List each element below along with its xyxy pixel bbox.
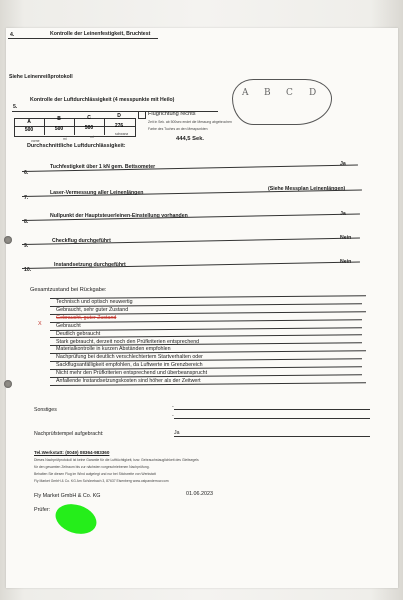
section-8-result: Ja <box>340 211 346 217</box>
canopy-outline-diagram <box>232 79 332 125</box>
section-10-title: Instandsetzung durchgeführt <box>54 262 126 268</box>
section-7-title: Laser-Vermessung aller Leinenlängen <box>50 190 144 196</box>
table-footnote: mi <box>63 137 67 141</box>
section-6-result: Ja <box>340 161 346 167</box>
inspector-stamp-value: Ja <box>174 430 180 436</box>
section-10-result: Nein <box>340 259 352 265</box>
protocol-heading: Siehe Leinenreißprotokoll <box>9 74 73 80</box>
diagram-label-a: A <box>242 88 249 98</box>
table-value-d: 276 <box>114 123 124 129</box>
table-header-a: A <box>27 119 31 125</box>
table-footnote: vorne <box>31 139 40 143</box>
condition-option: Materialkontrolle in kurzen Abständen empfohlen <box>56 346 171 353</box>
punch-hole <box>4 236 12 244</box>
section-9-title: Checkflug durchgeführt <box>52 238 111 244</box>
disclaimer-line: Fly Market GmbH & Co. KG Am Schönebach 3, 87637 Eisenberg www.ostpanderrow.com <box>34 479 169 483</box>
condition-option: Sackflugsanfälligkeit empfohlen, da Luftwerte im Grenzbereich <box>56 362 203 369</box>
table-header-b: B <box>57 116 61 122</box>
table-value-a: 500 <box>24 127 34 133</box>
divider <box>8 38 158 39</box>
flight-direction-box <box>138 111 146 119</box>
misc-dash: - <box>172 404 174 410</box>
note-line: Farbe des Tuches an den Messpunkten <box>148 127 208 131</box>
company-name: Fly Market GmbH & Co. KG <box>34 493 101 499</box>
section-8-title: Nullpunkt der Hauptsteuerleinen-Einstellung vorhanden <box>50 213 188 219</box>
condition-option: Nicht mehr den Prüfkriterien entsprechend und überbeansprucht <box>56 370 208 377</box>
table-header-d: D <box>117 113 121 119</box>
section-7-result: (Siehe Messplan Leinenlängen) <box>268 186 346 192</box>
selected-mark: X <box>38 321 42 327</box>
inspector-stamp-label: Nachprüfstempel aufgebracht: <box>34 431 104 437</box>
misc-line <box>174 418 370 419</box>
avg-permeability-value: 444,5 Sek. <box>176 136 205 142</box>
workshop-phone: Tel.Werkstatt: (0049) 08364-983360 <box>34 450 110 455</box>
condition-option: Gebraucht, sehr guter Zustand <box>56 306 129 313</box>
table-footnote: mi <box>90 135 94 139</box>
section-4-title: Kontrolle der Leinenfestigkeit, Bruchtest <box>50 31 151 37</box>
table-value-b: 500 <box>54 126 64 132</box>
section-9-number: 9. <box>24 243 29 249</box>
overall-condition-heading: Gesamtzustand bei Rückgabe: <box>30 287 107 293</box>
diagram-label-b: B <box>264 88 271 98</box>
punch-hole <box>4 380 12 388</box>
section-9-result: Nein <box>340 235 352 241</box>
diagram-label-d: D <box>309 88 317 98</box>
misc-label: Sonstiges <box>34 407 57 413</box>
avg-permeability-label: Durchschnittliche Luftdurchlässigkeit: <box>27 143 126 149</box>
date: 01.06.2023 <box>186 491 213 497</box>
section-7-number: 7. <box>24 195 29 201</box>
table-value-c: 500 <box>84 125 94 131</box>
condition-option: Gebraucht <box>56 322 81 329</box>
condition-option: Anfallende Instandsetzungskosten sind höher als der Zeitwert <box>56 378 201 384</box>
section-10-number: 10. <box>24 267 32 273</box>
condition-option: Stark gebraucht, derzeit noch den Prüfkriterien entsprechend <box>56 338 200 345</box>
section-4-number: 4. <box>10 32 15 38</box>
condition-option: Gebraucht, guter Zustand <box>56 314 117 321</box>
diagram-label-c: C <box>286 88 293 98</box>
disclaimer-line: Dieses Nachprüfprotokoll ist keine Garantie für die Lufttüchtigkeit, bzw. Gebrauchstauglichkeit des Gleitsegels <box>34 458 199 462</box>
condition-option: Technisch und optisch neuwertig <box>56 299 133 305</box>
disclaimer-line: Behalten Sie diesen Flug im Wind aufgelegt und nur bei Stichweite von Werkstatt <box>34 472 156 476</box>
section-5-number: 5. <box>13 104 18 110</box>
section-8-number: 8. <box>24 219 29 225</box>
misc-dash: - <box>172 413 174 419</box>
section-6-title: Tuchfestigkeit über 1 kN gem. Bettsometer <box>50 164 156 170</box>
table-header-c: C <box>87 115 91 121</box>
section-5-title: Kontrolle der Luftdurchlässigkeit (4 messpunkte mit Heilo) <box>30 97 175 103</box>
condition-option: Deutlich gebraucht <box>56 330 101 337</box>
stamp-line <box>174 436 370 437</box>
section-6-number: 6. <box>24 170 29 176</box>
misc-line <box>174 409 370 410</box>
condition-option: Nachprüfung bei deutlich verschlechtertem Startverhalten oder <box>56 354 203 361</box>
flight-direction-label: Flugrichtung rechts <box>148 111 196 117</box>
disclaimer-line: für den gesamten Zeitraum bis zur nächsten vorgeschriebenen Nachprüfung. <box>34 465 150 469</box>
inspector-label: Prüfer: <box>34 507 51 513</box>
table-footnote: schwanz <box>115 132 129 136</box>
note-line: Zeit in Sek. ab 500sec endet die Messung abgebrochen <box>148 120 232 124</box>
